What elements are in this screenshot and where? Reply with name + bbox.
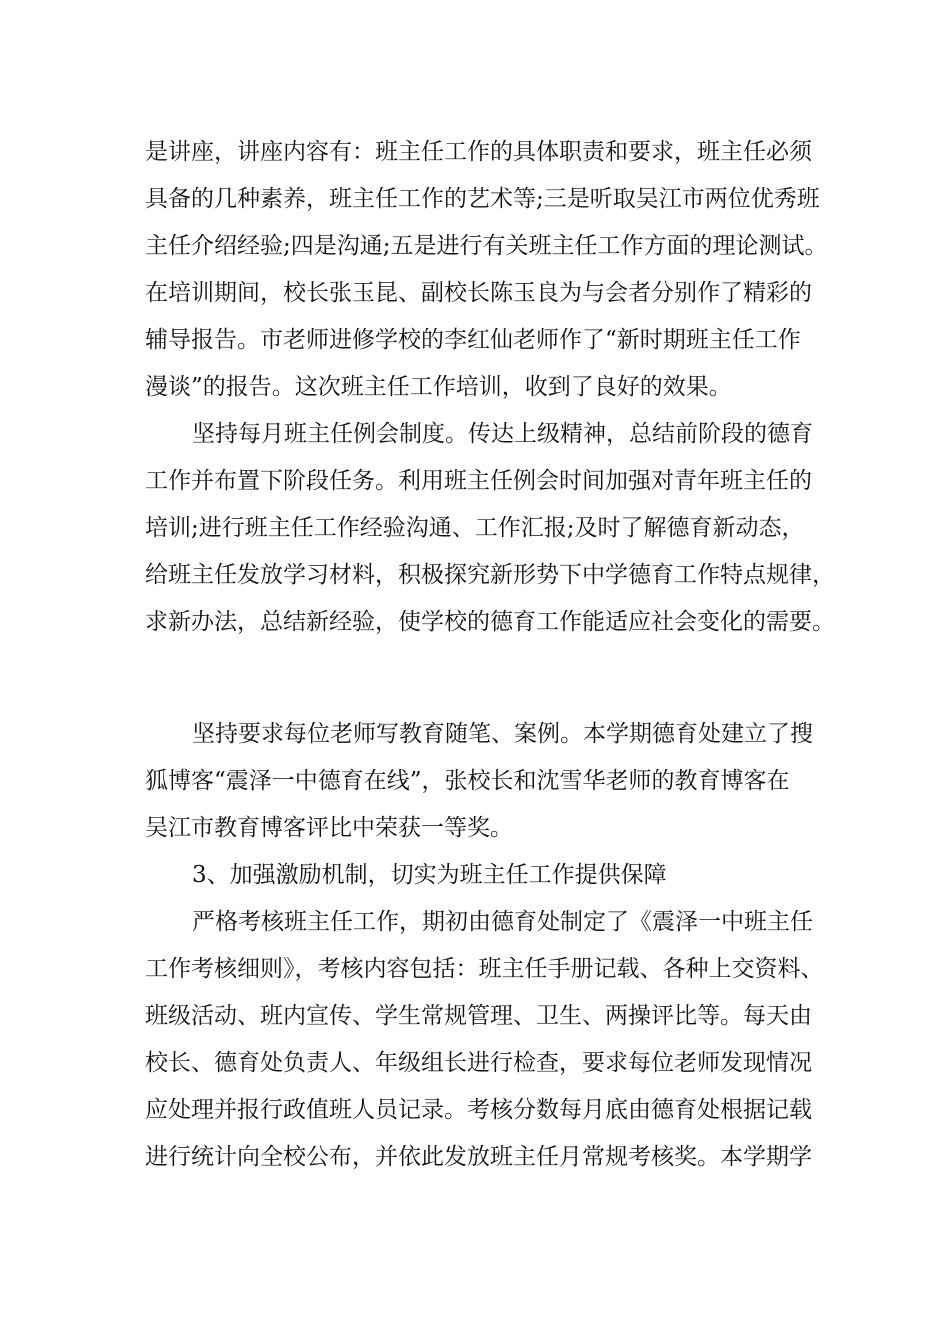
text-line: 求新办法，总结新经验，使学校的德育工作能适应社会变化的需要。: [145, 609, 835, 635]
text-line: 班级活动、班内宣传、学生常规管理、卫生、两操评比等。每天由: [145, 1003, 812, 1029]
text-line: 工作考核细则》，考核内容包括：班主任手册记载、各种上交资料、: [145, 956, 824, 982]
text-line: 吴江市教育博客评比中荣获一等奖。: [145, 815, 513, 841]
text-line: 狐博客“震泽一中德育在线”，张校长和沈雪华老师的教育博客在: [145, 768, 790, 794]
text-line: 辅导报告。市老师进修学校的李红仙老师作了“新时期班主任工作: [145, 327, 801, 353]
text-line: 是讲座，讲座内容有：班主任工作的具体职责和要求，班主任必须: [145, 139, 812, 165]
text-line: 给班主任发放学习材料，积极探究新形势下中学德育工作特点规律，: [145, 562, 835, 588]
text-line: 具备的几种素养，班主任工作的艺术等;三是听取吴江市两位优秀班: [145, 186, 820, 212]
text-line: 工作并布置下阶段任务。利用班主任例会时间加强对青年班主任的: [145, 468, 812, 494]
text-line: 主任介绍经验;四是沟通;五是进行有关班主任工作方面的理论测试。: [145, 233, 828, 259]
text-line: 培训;进行班主任工作经验沟通、工作汇报;及时了解德育新动态，: [145, 515, 805, 541]
paragraph-first-line: 坚持每月班主任例会制度。传达上级精神，总结前阶段的德育: [192, 421, 813, 447]
text-line: 进行统计向全校公布，并依此发放班主任月常规考核奖。本学期学: [145, 1144, 812, 1170]
paragraph-first-line: 严格考核班主任工作，期初由德育处制定了《震泽一中班主任: [192, 909, 813, 935]
text-line: 应处理并报行政值班人员记录。考核分数每月底由德育处根据记载: [145, 1097, 812, 1123]
paragraph-first-line: 坚持要求每位老师写教育随笔、案例。本学期德育处建立了搜: [192, 721, 813, 747]
text-line: 校长、德育处负责人、年级组长进行检查，要求每位老师发现情况: [145, 1050, 812, 1076]
section-heading: 3、加强激励机制，切实为班主任工作提供保障: [192, 862, 667, 888]
text-line: 在培训期间，校长张玉昆、副校长陈玉良为与会者分别作了精彩的: [145, 280, 812, 306]
text-line: 漫谈”的报告。这次班主任工作培训，收到了良好的效果。: [145, 374, 732, 400]
